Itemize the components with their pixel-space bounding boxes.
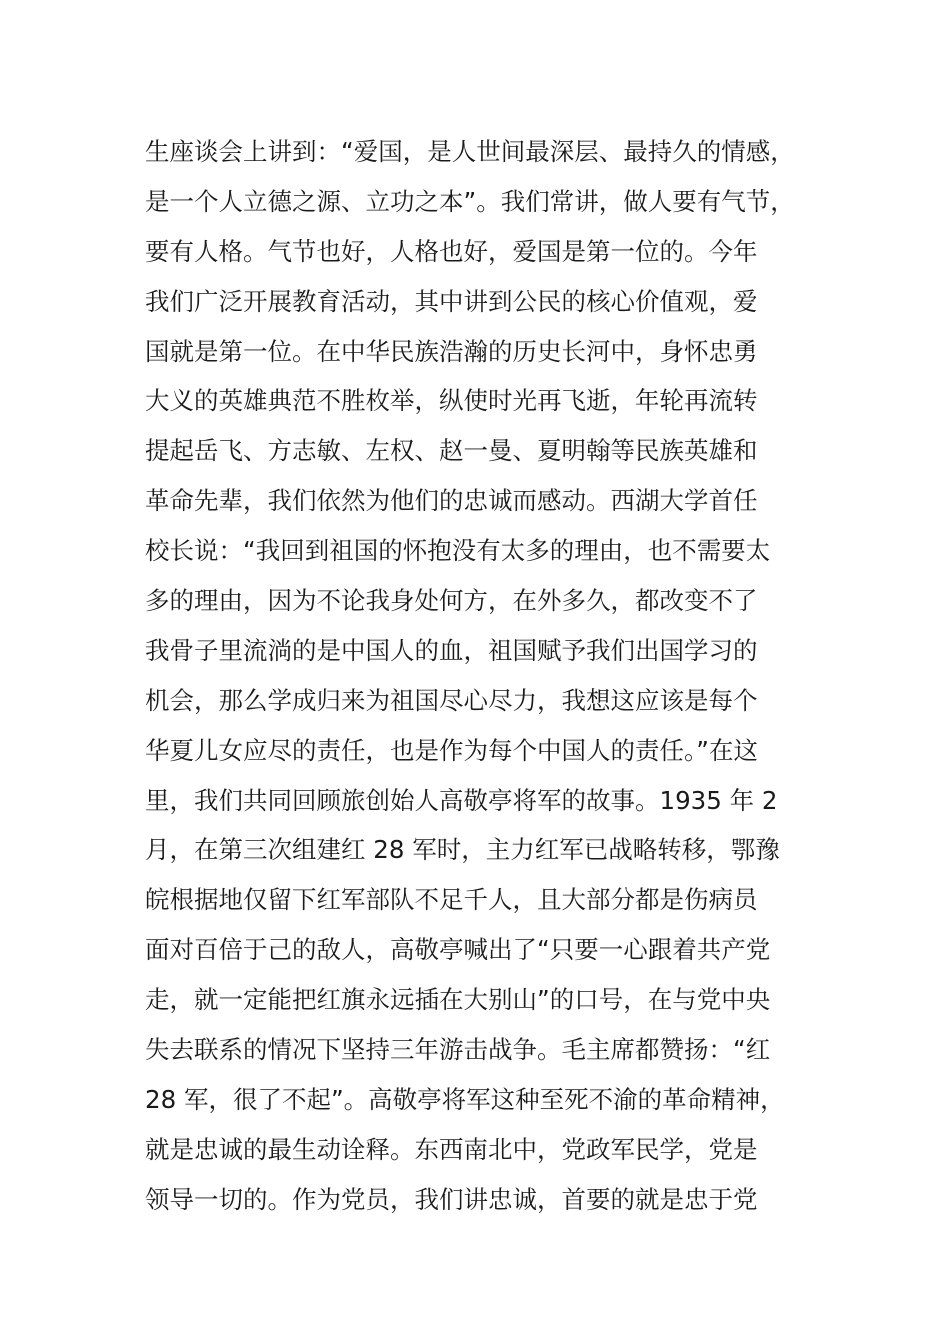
text-line: 里，我们共同回顾旅创始人高敬亭将军的故事。1935 年 2 (145, 785, 778, 815)
text-line: 走，就一定能把红旗永远插在大别山”的口号，在与党中央 (145, 985, 771, 1015)
text-line: 就是忠诚的最生动诠释。东西南北中，党政军民学，党是 (145, 1134, 758, 1164)
text-line: 大义的英雄典范不胜枚举，纵使时光再飞逝，年轮再流转 (145, 386, 758, 416)
text-line: 机会，那么学成归来为祖国尽心尽力，我想这应该是每个 (145, 685, 758, 715)
text-line: 校长说：“我回到祖国的怀抱没有太多的理由，也不需要太 (145, 536, 771, 566)
text-line: 是一个人立德之源、立功之本”。我们常讲，做人要有气节， (145, 186, 795, 216)
text-line: 面对百倍于己的敌人，高敬亭喊出了“只要一心跟着共产党 (145, 935, 771, 965)
text-line: 多的理由，因为不论我身处何方，在外多久，都改变不了 (145, 586, 758, 616)
text-line: 要有人格。气节也好，人格也好，爱国是第一位的。今年 (145, 236, 758, 266)
text-line: 月，在第三次组建红 28 军时，主力红军已战略转移，鄂豫 (145, 835, 780, 865)
text-line: 革命先辈，我们依然为他们的忠诚而感动。西湖大学首任 (145, 486, 758, 516)
text-line: 国就是第一位。在中华民族浩瀚的历史长河中，身怀忠勇 (145, 336, 758, 366)
text-line: 提起岳飞、方志敏、左权、赵一曼、夏明翰等民族英雄和 (145, 436, 758, 466)
text-line: 皖根据地仅留下红军部队不足千人，且大部分都是伤病员 (145, 885, 758, 915)
text-line: 失去联系的情况下坚持三年游击战争。毛主席都赞扬：“红 (145, 1035, 771, 1065)
body-text (145, 127, 825, 1225)
text-line: 领导一切的。作为党员，我们讲忠诚，首要的就是忠于党 (145, 1184, 758, 1214)
text-line: 我们广泛开展教育活动，其中讲到公民的核心价值观，爱 (145, 286, 758, 316)
text-line: 生座谈会上讲到：“爱国，是人世间最深层、最持久的情感， (145, 137, 795, 166)
text-line: 我骨子里流淌的是中国人的血，祖国赋予我们出国学习的 (145, 635, 758, 665)
text-line: 华夏儿女应尽的责任，也是作为每个中国人的责任。”在这 (145, 735, 758, 765)
text-line: 28 军，很了不起”。高敬亭将军这种至死不渝的革命精神， (145, 1084, 785, 1114)
